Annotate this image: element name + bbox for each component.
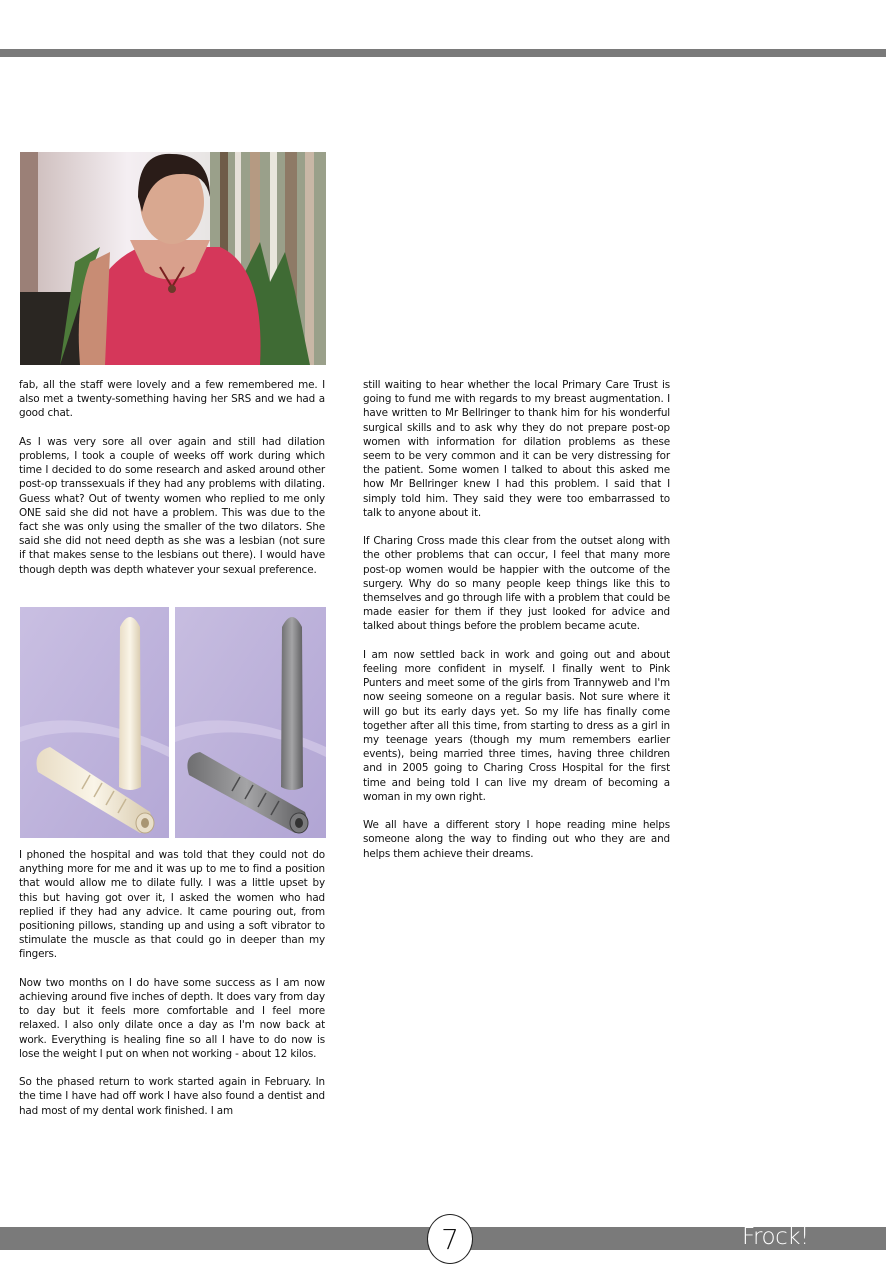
dilator-photo-grey [175,607,326,838]
paragraph: We all have a different story I hope reading mine helps someone along the way to finding out who they are and helps them achieve their dreams. [363,819,670,860]
magazine-logo: Frock! [742,1224,809,1250]
paragraph: As I was very sore all over again and still had dilation problems, I took a couple of weeks off work during which time I decided to do some research and asked around other post-op transsexuals if they had any problems with dilating. Guess what? Out of twenty women who replied to me only ONE said she did not have a problem. This was due to the fact she was only using the smaller of the two dilators. She said she did not need depth as she was a lesbian (not sure if that makes sense to the lesbians out there). I would have though depth was depth whatever your sexual preference. [19,435,325,576]
paragraph: If Charing Cross made this clear from the outset along with the other problems that can occur, I feel that many more post-op women would be happier with the outcome of the surgery. Why do so many people keep things like this to themselves and go through life with a problem that could be made easier for them if they just looked for advice and talked about things before the problem became acute. [363,535,670,633]
left-column-top [19,378,325,591]
paragraph: I am now settled back in work and going out and about feeling more confident in myself. I finally went to Pink Punters and meet some of the girls from Trannyweb and I'm now seeing someone on a regular basis. Not sure where it will go but its early days yet. So my life has finally come together after all this time, from starting to dress as a girl in my teenage years (though my mum remembers earlier events), being married three times, having three children and in 2005 going to Charing Cross Hospital for the first time and being told I can live my dream of becoming a woman in my own right. [363,648,670,803]
photo-cream-dilators-icon [20,607,169,838]
paragraph: still waiting to hear whether the local Primary Care Trust is going to fund me with regards to my breast augmentation. I have written to Mr Bellringer to thank him for his wonderful surgical skills and to ask why they do not prepare post-op women with information for dilation problems as these seem to be very common and it can be very distressing for the patient. Some women I talked to about this asked me how Mr Bellringer knew I had this problem. I said that I simply told him. They said they were too embarrassed to talk to anyone about it. [363,379,670,519]
dilator-photo-cream [20,607,169,838]
page-number: 7 [427,1214,473,1264]
right-column [363,378,670,875]
photo-woman-red-top-icon [20,152,326,365]
paragraph: Now two months on I do have some success as I am now achieving around five inches of depth. It does vary from day to day but it feels more comfortable and I feel more relaxed. I also only dilate once a day as I'm now back at work. Everything is healing fine so all I have to do now is lose the weight I put on when not working - about 12 kilos. [19,976,325,1060]
portrait-photo [20,152,326,365]
paragraph: I phoned the hospital and was told that they could not do anything more for me and it was up to me to find a position that would allow me to dilate fully. I was a little upset by this but having got over it, I asked the women who had replied if they had any advice. It came pouring out, from positioning pillows, standing up and using a soft vibrator to stimulate the muscle as that could go in deeper than my fingers. [19,849,325,961]
header-rule [0,49,886,57]
photo-grey-dilators-icon [175,607,326,838]
paragraph: fab, all the staff were lovely and a few remembered me. I also met a twenty-something having her SRS and we had a good chat. [19,379,325,420]
paragraph: So the phased return to work started again in February. In the time I have had off work I have also found a dentist and had most of my dental work finished. I am [19,1076,325,1117]
left-column-bottom [19,848,325,1132]
